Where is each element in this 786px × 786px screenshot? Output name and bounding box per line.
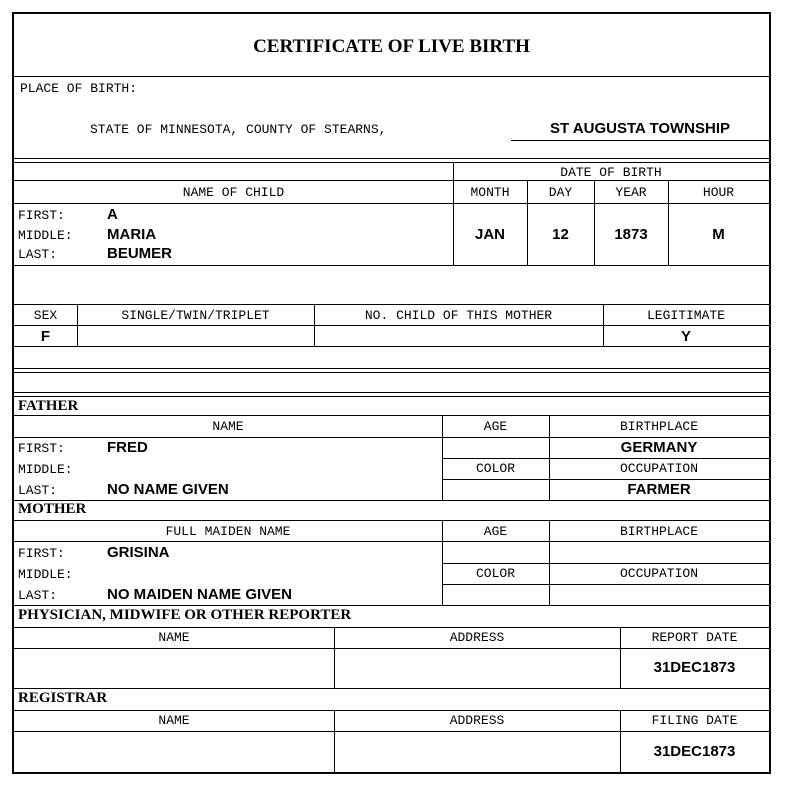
year-header: YEAR [615, 185, 647, 200]
child-last-name: BEUMER [107, 245, 173, 262]
registrar-section-title: REGISTRAR [18, 690, 108, 706]
birth-day: 12 [552, 226, 569, 243]
mother-last-label: LAST: [18, 588, 58, 603]
registrar-address-header: ADDRESS [449, 713, 505, 728]
legitimate-value: Y [680, 328, 691, 345]
divider [14, 346, 770, 347]
father-name-header: NAME [212, 419, 244, 434]
birth-month: JAN [474, 226, 505, 243]
mother-age-header: AGE [483, 524, 508, 539]
father-age-header: AGE [483, 419, 508, 434]
father-color-header: COLOR [475, 461, 515, 476]
divider [442, 479, 770, 480]
divider [14, 372, 770, 373]
divider [14, 180, 770, 181]
mother-last-name: NO MAIDEN NAME GIVEN [107, 586, 293, 603]
divider [14, 368, 770, 369]
day-header: DAY [548, 185, 573, 200]
filing-date-value: 31DEC1873 [653, 743, 736, 760]
divider [14, 396, 770, 397]
divider [442, 563, 770, 564]
registrar-name-header: NAME [158, 713, 190, 728]
mother-name-header: FULL MAIDEN NAME [165, 524, 291, 539]
hour-header: HOUR [702, 185, 735, 200]
father-last-label: LAST: [18, 483, 58, 498]
township-underline [511, 140, 769, 141]
child-first-label: FIRST: [18, 208, 65, 223]
mother-section-title: MOTHER [18, 501, 87, 517]
date-of-birth-header: DATE OF BIRTH [560, 165, 662, 180]
divider [14, 304, 770, 305]
divider [14, 688, 770, 689]
child-first-name: A [107, 206, 118, 223]
mother-birthplace-header: BIRTHPLACE [619, 524, 698, 539]
sex-value: F [40, 328, 51, 345]
state-county-text: STATE OF MINNESOTA, COUNTY OF STEARNS, [90, 122, 387, 137]
divider [442, 584, 770, 585]
mother-middle-label: MIDDLE: [18, 567, 73, 582]
physician-address-header: ADDRESS [449, 630, 505, 645]
father-occupation: FARMER [627, 481, 691, 498]
mother-occupation-header: OCCUPATION [619, 566, 698, 581]
physician-section-title: PHYSICIAN, MIDWIFE OR OTHER REPORTER [18, 607, 352, 623]
divider [14, 541, 770, 542]
filing-date-header: FILING DATE [651, 713, 738, 728]
divider [14, 627, 770, 628]
divider [14, 710, 770, 711]
divider [14, 265, 770, 266]
divider [14, 648, 770, 649]
mother-color-header: COLOR [475, 566, 515, 581]
divider [14, 392, 770, 393]
mother-first-label: FIRST: [18, 546, 65, 561]
mother-first-name: GRISINA [107, 544, 170, 561]
divider [14, 437, 770, 438]
father-section-title: FATHER [18, 398, 79, 414]
certificate-title: CERTIFICATE OF LIVE BIRTH [253, 36, 530, 57]
father-birthplace-header: BIRTHPLACE [619, 419, 698, 434]
physician-name-header: NAME [158, 630, 190, 645]
father-first-label: FIRST: [18, 441, 65, 456]
divider [14, 731, 770, 732]
legitimate-header: LEGITIMATE [646, 308, 725, 323]
name-of-child-header: NAME OF CHILD [182, 185, 285, 200]
divider [14, 325, 770, 326]
divider [442, 458, 770, 459]
divider [14, 500, 770, 501]
sex-header: SEX [33, 308, 58, 323]
child-last-label: LAST: [18, 247, 58, 262]
father-middle-label: MIDDLE: [18, 462, 73, 477]
father-occupation-header: OCCUPATION [619, 461, 698, 476]
divider [14, 203, 770, 204]
report-date-header: REPORT DATE [651, 630, 738, 645]
father-first-name: FRED [107, 439, 148, 456]
report-date-value: 31DEC1873 [653, 659, 736, 676]
child-middle-name: MARIA [107, 226, 157, 243]
birth-year: 1873 [614, 226, 648, 243]
birth-hour: M [712, 226, 725, 243]
divider [14, 162, 770, 163]
township-value: ST AUGUSTA TOWNSHIP [550, 120, 730, 137]
divider [14, 76, 770, 77]
father-last-name: NO NAME GIVEN [107, 481, 229, 498]
divider [14, 158, 770, 159]
month-header: MONTH [470, 185, 510, 200]
divider [14, 415, 770, 416]
child-middle-label: MIDDLE: [18, 228, 73, 243]
place-of-birth-label: PLACE OF BIRTH: [20, 81, 138, 96]
divider [14, 520, 770, 521]
child-number-header: NO. CHILD OF THIS MOTHER [364, 308, 553, 323]
plurality-header: SINGLE/TWIN/TRIPLET [121, 308, 270, 323]
father-birthplace: GERMANY [620, 439, 698, 456]
divider [14, 605, 770, 606]
